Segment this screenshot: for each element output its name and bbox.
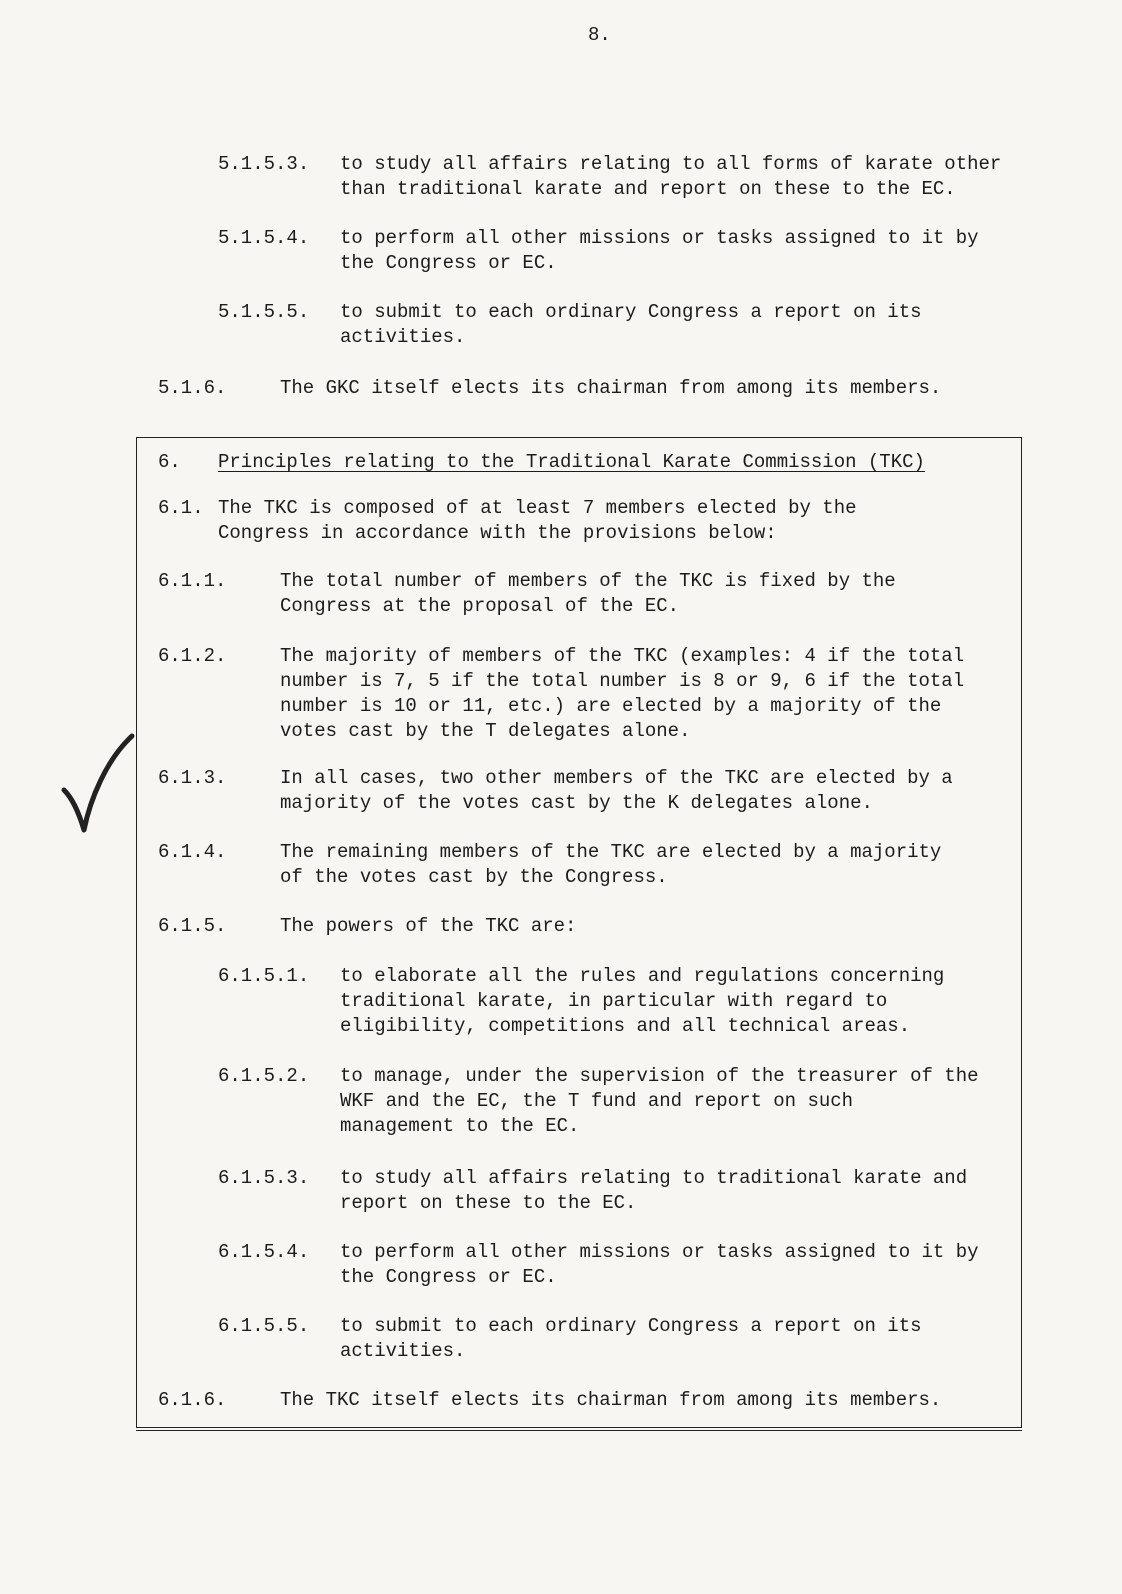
clause-text: The majority of members of the TKC (examples: 4 if the total [280,645,965,667]
clause-text: to manage, under the supervision of the treasurer of the [340,1065,979,1087]
section-text: to study all affairs relating to all forms of karate other [340,153,1002,175]
section-text: than traditional karate and report on these to the EC. [340,178,956,200]
clause-text: WKF and the EC, the T fund and report on such [340,1090,854,1112]
clause-number: 6.1.5.5. [218,1315,310,1337]
clause-text: to study all affairs relating to traditional karate and [340,1167,968,1189]
clause-text: activities. [340,1340,466,1362]
clause-number: 6.1.6. [158,1389,227,1411]
clause-number: 6.1.5.4. [218,1241,310,1263]
section-text: the Congress or EC. [340,252,557,274]
section-text: to perform all other missions or tasks assigned to it by [340,227,979,249]
clause-text: majority of the votes cast by the K delegates alone. [280,792,873,814]
heading-number: 6. [158,451,181,473]
clause-text: number is 7, 5 if the total number is 8 or 9, 6 if the total [280,670,965,692]
box-bottom-rule [136,1430,1022,1431]
checkmark-icon [58,730,138,840]
clause-text: The powers of the TKC are: [280,915,577,937]
clause-text: management to the EC. [340,1115,580,1137]
page-number: 8. [588,24,611,46]
section-text: to submit to each ordinary Congress a report on its [340,301,922,323]
section-heading: Principles relating to the Traditional Karate Commission (TKC) [218,451,925,473]
clause-text: Congress in accordance with the provisions below: [218,522,777,544]
clause-number: 6.1.4. [158,841,227,863]
clause-text: to submit to each ordinary Congress a report on its [340,1315,922,1337]
section-text: activities. [340,326,466,348]
clause-text: The TKC itself elects its chairman from among its members. [280,1389,942,1411]
clause-text: Congress at the proposal of the EC. [280,595,680,617]
section-text: The GKC itself elects its chairman from among its members. [280,377,942,399]
clause-text: In all cases, two other members of the TKC are elected by a [280,767,953,789]
clause-text: the Congress or EC. [340,1266,557,1288]
clause-number: 6.1.5.3. [218,1167,310,1189]
clause-text: votes cast by the T delegates alone. [280,720,691,742]
clause-number: 6.1.5. [158,915,227,937]
section-number: 5.1.6. [158,377,227,399]
clause-number: 6.1.2. [158,645,227,667]
clause-text: eligibility, competitions and all technical areas. [340,1015,911,1037]
clause-number: 6.1.1. [158,570,227,592]
clause-number: 6.1. [158,497,204,519]
clause-text: traditional karate, in particular with regard to [340,990,888,1012]
clause-text: report on these to the EC. [340,1192,637,1214]
clause-number: 6.1.5.1. [218,965,310,987]
section-number: 5.1.5.4. [218,227,310,249]
clause-number: 6.1.5.2. [218,1065,310,1087]
clause-text: to perform all other missions or tasks assigned to it by [340,1241,979,1263]
clause-text: to elaborate all the rules and regulations concerning [340,965,945,987]
section-number: 5.1.5.3. [218,153,310,175]
clause-text: The TKC is composed of at least 7 members elected by the [218,497,857,519]
clause-number: 6.1.3. [158,767,227,789]
section-number: 5.1.5.5. [218,301,310,323]
clause-text: The remaining members of the TKC are elected by a majority [280,841,942,863]
clause-text: of the votes cast by the Congress. [280,866,668,888]
clause-text: number is 10 or 11, etc.) are elected by a majority of the [280,695,942,717]
clause-text: The total number of members of the TKC is fixed by the [280,570,896,592]
